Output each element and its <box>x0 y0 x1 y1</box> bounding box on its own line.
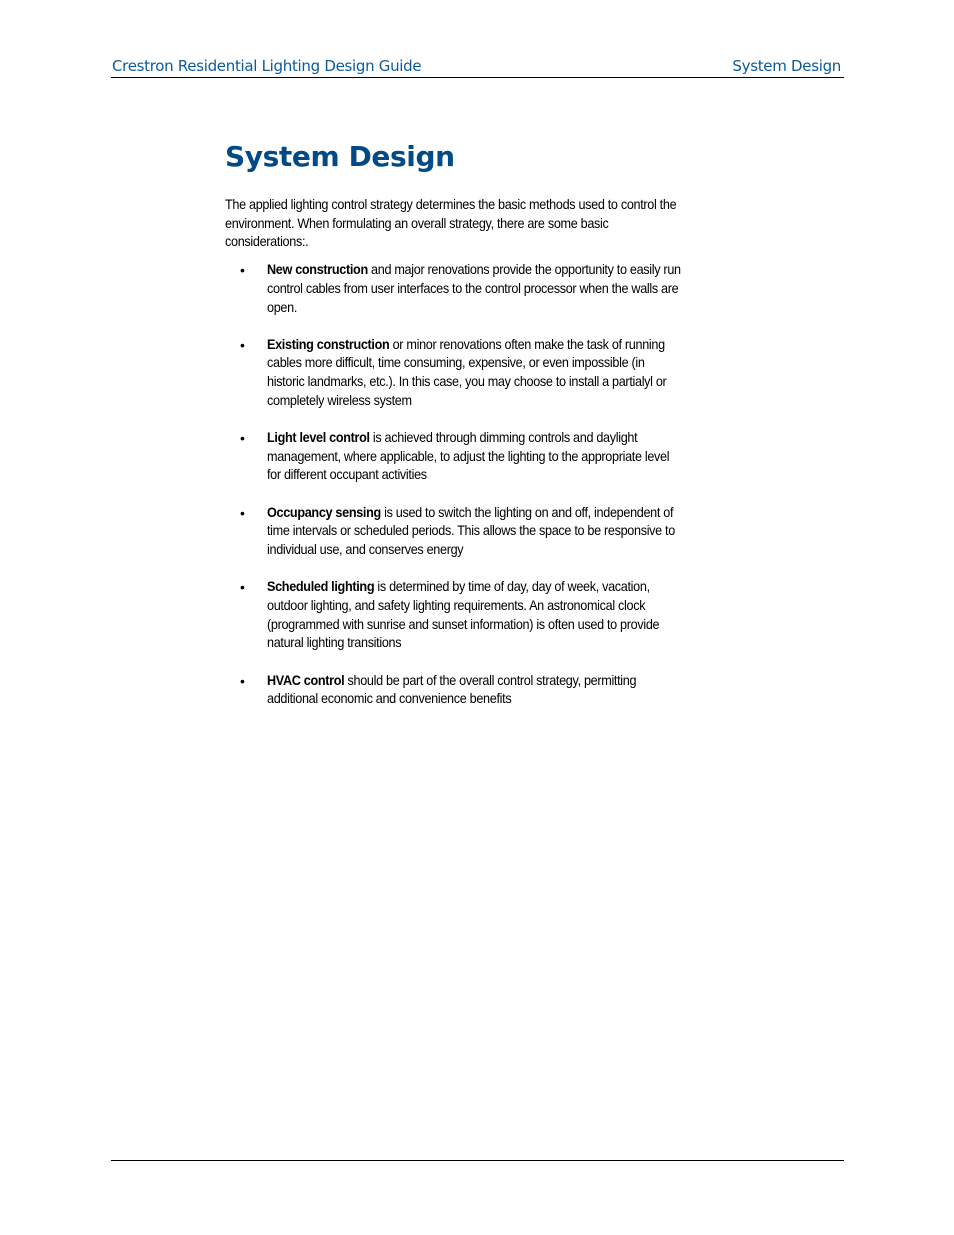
list-item-text <box>267 672 681 709</box>
list-item-description: should be part of the overall control strategy, permitting additional economic and convenience benefits <box>267 672 637 707</box>
list-item-description: is achieved through dimming controls and daylight management, where applicable, to adjust the lighting to the appropriate level for different occupant activities <box>267 430 670 483</box>
list-item <box>225 672 695 709</box>
page-content <box>225 138 695 727</box>
list-item-term: Occupancy sensing <box>267 504 381 520</box>
list-item <box>225 336 695 411</box>
page-title: System Design <box>225 140 455 173</box>
list-item-text <box>267 429 681 485</box>
considerations-list <box>225 261 695 709</box>
list-item-text <box>267 578 681 653</box>
list-item-text <box>267 504 681 560</box>
list-item <box>225 504 695 560</box>
list-item-term: Light level control <box>267 430 370 446</box>
bullet-icon: • <box>240 579 245 596</box>
bullet-icon: • <box>240 262 245 279</box>
section-name: System Design <box>732 57 841 75</box>
list-item-term: New construction <box>267 262 368 278</box>
bullet-icon: • <box>240 430 245 447</box>
bullet-icon: • <box>240 504 245 521</box>
bullet-icon: • <box>240 336 245 353</box>
footer-rule <box>111 1160 844 1161</box>
list-item <box>225 429 695 485</box>
list-item <box>225 261 695 317</box>
list-item <box>225 578 695 653</box>
list-item-description: is used to switch the lighting on and off, independent of time intervals or scheduled periods. This allows the space to be responsive to individual use, and conserves energy <box>267 504 675 558</box>
intro-paragraph: The applied lighting control strategy determines the basic methods used to control the environment. When formulating an overall strategy, there are some basic considerations:. <box>225 197 677 250</box>
running-header <box>111 55 844 78</box>
list-item-term: Existing construction <box>267 336 390 352</box>
list-item-text <box>267 336 681 411</box>
bullet-icon: • <box>240 672 245 689</box>
list-item-description: or minor renovations often make the task of running cables more difficult, time consuming, expensive, or even impossible (in historic landmarks, etc.). In this case, you may choose to install a partialyl or completely wireless system <box>267 336 667 408</box>
list-item-description: and major renovations provide the opportunity to easily run control cables from user interfaces to the control processor when the walls are open. <box>267 262 681 315</box>
document-title: Crestron Residential Lighting Design Guide <box>112 57 422 75</box>
list-item-term: HVAC control <box>267 672 345 688</box>
list-item-term: Scheduled lighting <box>267 579 375 595</box>
list-item-description: is determined by time of day, day of week, vacation, outdoor lighting, and safety lighting requirements. An astronomical clock (programmed with sunrise and sunset information) is often used to provide natural lighting transitions <box>267 579 660 651</box>
list-item-text <box>267 261 681 317</box>
